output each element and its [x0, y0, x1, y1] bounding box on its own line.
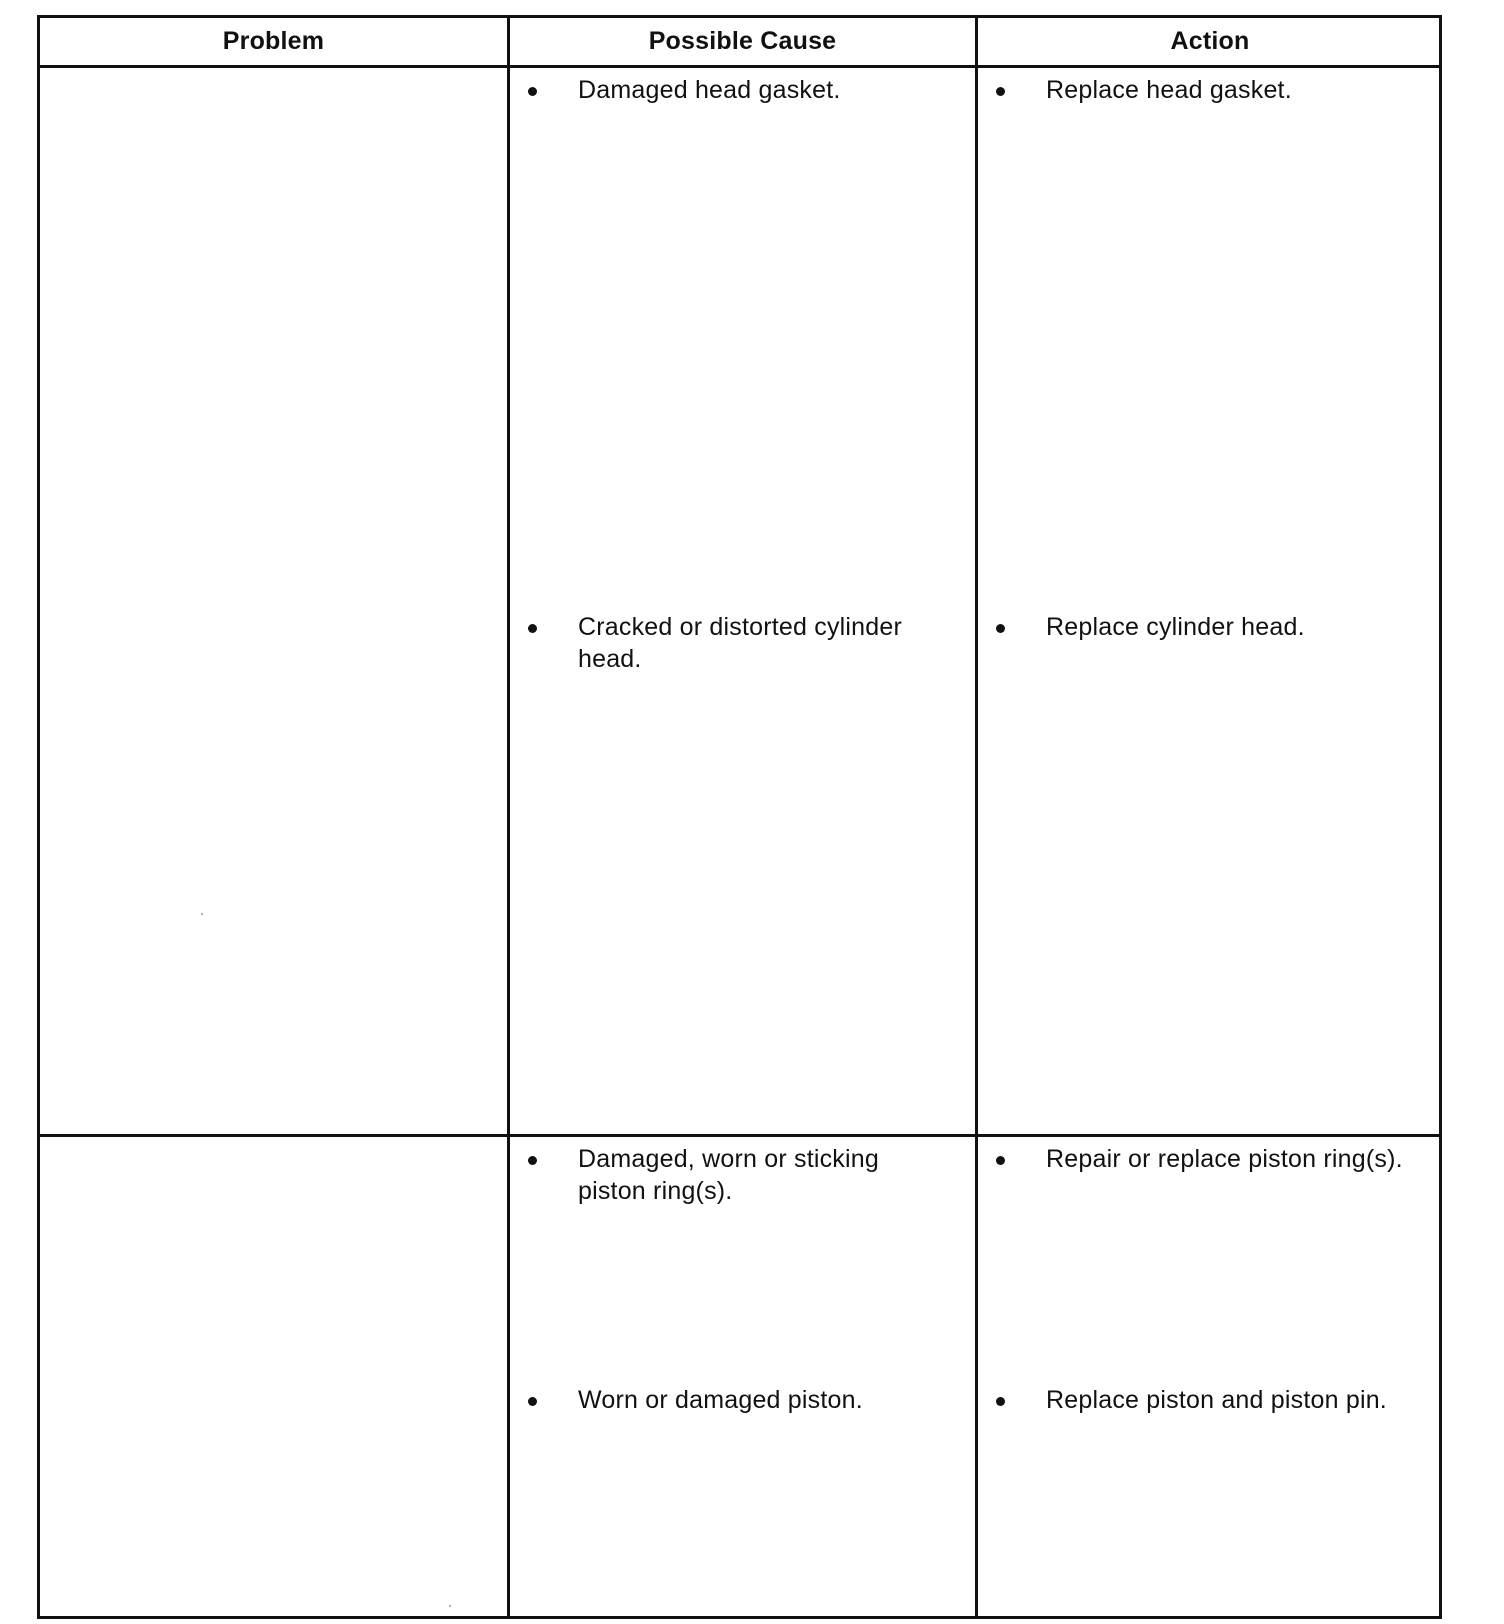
action-text: Replace head gasket.: [1046, 76, 1292, 104]
header-possible-cause: Possible Cause: [648, 27, 837, 55]
cause-text: [578, 611, 902, 675]
header-divider: [40, 65, 1439, 68]
cause-text-line-1: Cracked or distorted cylinder: [578, 613, 902, 641]
action-text: Replace piston and piston pin.: [1046, 1386, 1387, 1414]
header-action: Action: [1170, 27, 1250, 55]
bullet-icon: [996, 1397, 1005, 1406]
bullet-icon: [996, 624, 1005, 633]
header-problem: Problem: [222, 27, 325, 55]
bullet-icon: [528, 1397, 537, 1406]
cause-text-line-1: Damaged, worn or sticking: [578, 1145, 879, 1173]
cause-text: Damaged head gasket.: [578, 76, 841, 104]
troubleshooting-table: [37, 15, 1442, 1619]
bullet-icon: [528, 624, 537, 633]
cause-text: [578, 1143, 879, 1207]
scan-speck: [201, 913, 203, 915]
bullet-icon: [528, 1156, 537, 1165]
cause-text: Worn or damaged piston.: [578, 1386, 863, 1414]
bullet-icon: [996, 1156, 1005, 1165]
column-divider-1: [507, 18, 510, 1616]
scan-speck: [449, 1605, 451, 1607]
row-divider: [40, 1134, 1439, 1137]
bullet-icon: [996, 87, 1005, 96]
bullet-icon: [528, 87, 537, 96]
cause-text-line-2: piston ring(s).: [578, 1177, 733, 1205]
action-text: Repair or replace piston ring(s).: [1046, 1145, 1403, 1173]
cause-text-line-2: head.: [578, 645, 642, 673]
column-divider-2: [975, 18, 978, 1616]
action-text: Replace cylinder head.: [1046, 613, 1305, 641]
